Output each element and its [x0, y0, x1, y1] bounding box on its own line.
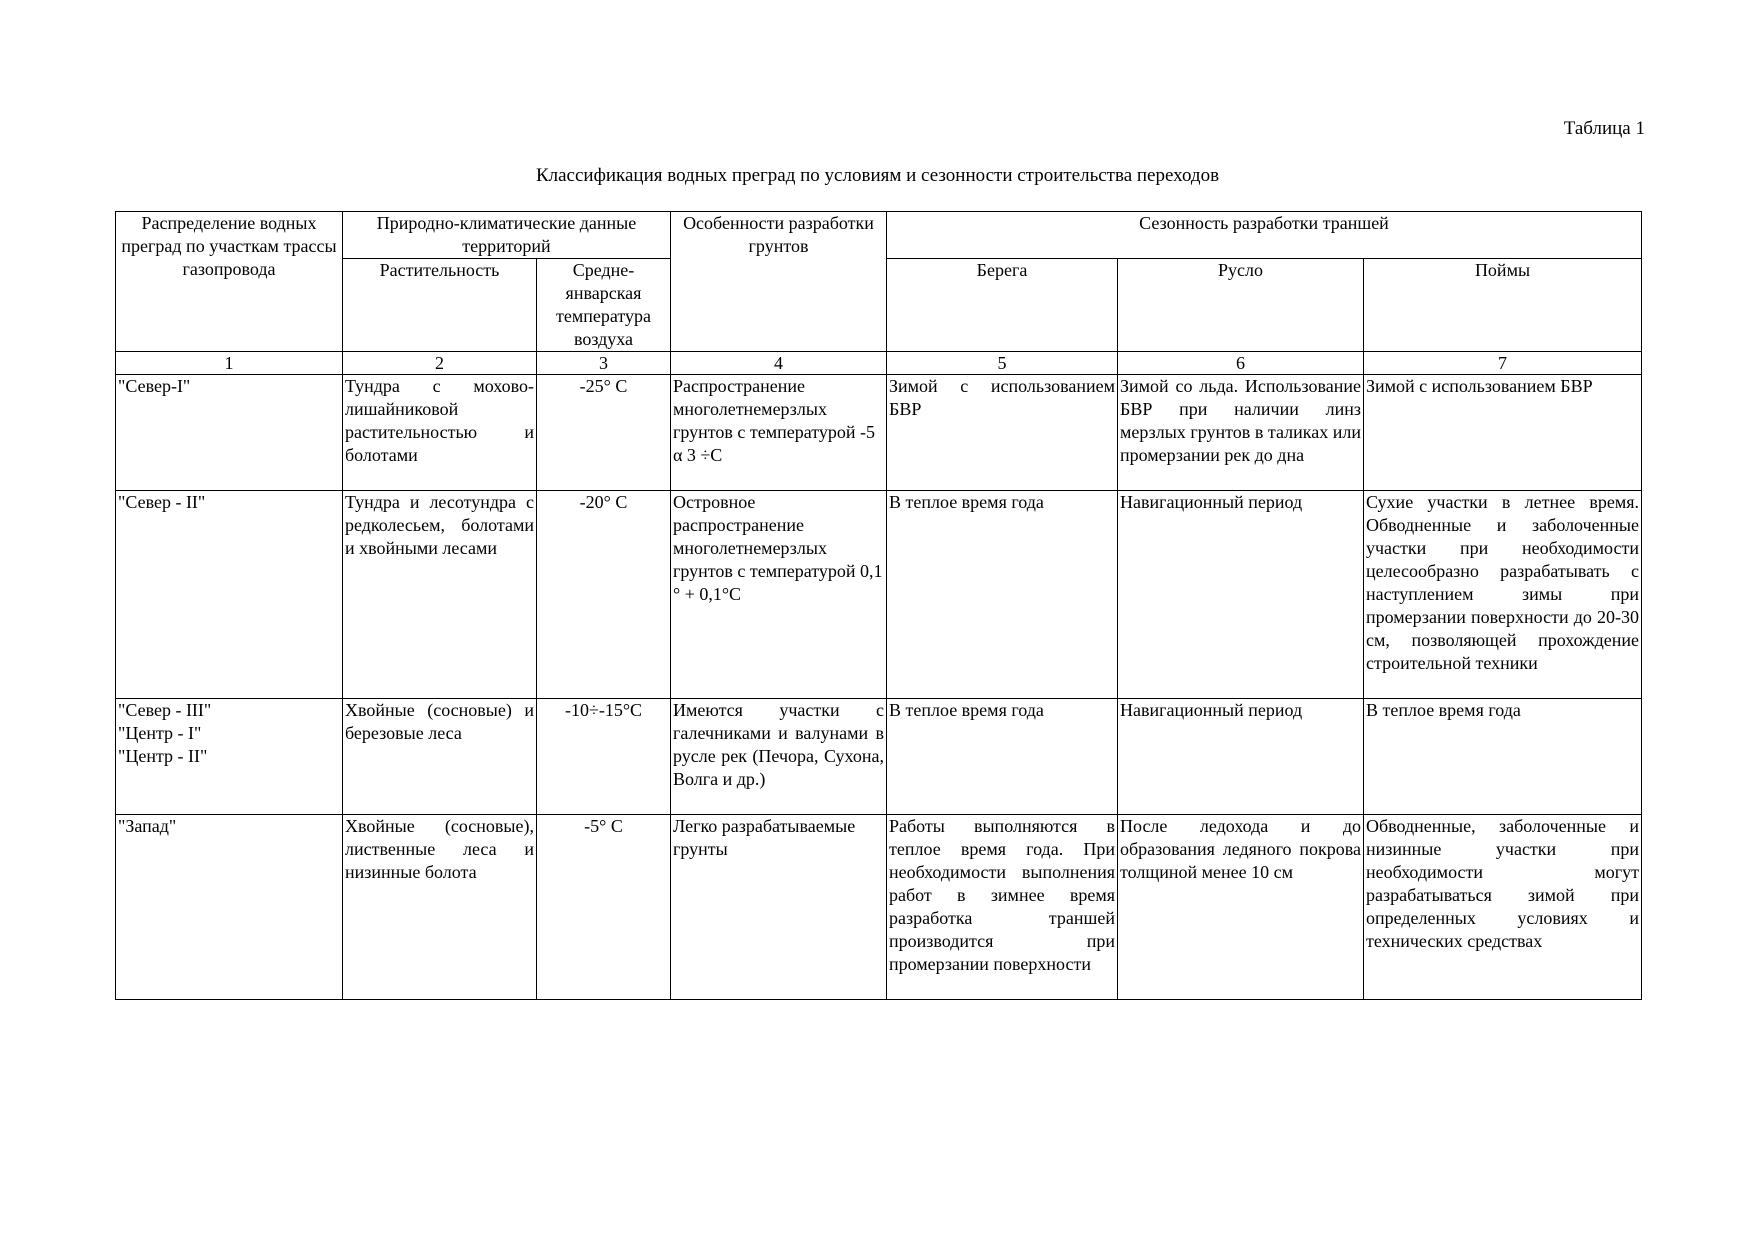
column-number: 3	[537, 352, 671, 375]
channel-cell: Навигационный период	[1118, 699, 1364, 815]
header-soil: Особенности разработки грунтов	[671, 212, 887, 352]
floodplain-cell: Обводненные, заболоченные и низинные участки при необходимости могут разрабатываться зимой при определенных условиях и технических средствах	[1364, 815, 1642, 1000]
soil-cell: Имеются участки с галечниками и валунами в русле рек (Печора, Сухона, Волга и др.)	[671, 699, 887, 815]
table-row	[116, 375, 1642, 491]
region-name: "Центр - II"	[118, 746, 208, 766]
vegetation-cell: Хвойные (сосновые), лиственные леса и низинные болота	[343, 815, 537, 1000]
column-number: 7	[1364, 352, 1642, 375]
region-name: "Север-I"	[118, 376, 191, 396]
region-cell	[116, 375, 343, 491]
header-channel: Русло	[1118, 259, 1364, 352]
column-number: 2	[343, 352, 537, 375]
header-banks: Берега	[887, 259, 1118, 352]
vegetation-cell: Хвойные (сосновые) и березовые леса	[343, 699, 537, 815]
header-floodplain: Поймы	[1364, 259, 1642, 352]
column-number: 1	[116, 352, 343, 375]
vegetation-cell: Тундра и лесотундра с редколесьем, болотами и хвойными лесами	[343, 491, 537, 699]
classification-table	[115, 211, 1642, 1000]
soil-cell: Легко разрабатываемые грунты	[671, 815, 887, 1000]
soil-cell: Островное распространение многолетнемерзлых грунтов с температурой 0,1 ° + 0,1°С	[671, 491, 887, 699]
column-number-row	[116, 352, 1642, 375]
header-temperature: Средне-январская температура воздуха	[537, 259, 671, 352]
banks-cell: В теплое время года	[887, 699, 1118, 815]
table-caption: Классификация водных преград по условиям и сезонности строительства переходов	[535, 165, 1220, 186]
temperature-cell: -5° С	[537, 815, 671, 1000]
floodplain-cell: В теплое время года	[1364, 699, 1642, 815]
column-number: 5	[887, 352, 1118, 375]
channel-cell: Навигационный период	[1118, 491, 1364, 699]
header-climate-group: Природно-климатические данные территорий	[343, 212, 671, 259]
region-name: "Север - III"	[118, 700, 212, 720]
header-region: Распределение водных преград по участкам трассы газопровода	[116, 212, 343, 352]
header-season-group: Сезонность разработки траншей	[887, 212, 1642, 259]
vegetation-cell: Тундра с мохово-лишайниковой растительностью и болотами	[343, 375, 537, 491]
channel-cell: Зимой со льда. Использование БВР при наличии линз мерзлых грунтов в таликах или промерзании рек до дна	[1118, 375, 1364, 491]
floodplain-cell: Зимой с использованием БВР	[1364, 375, 1642, 491]
temperature-cell: -25° С	[537, 375, 671, 491]
temperature-cell: -20° С	[537, 491, 671, 699]
column-number: 4	[671, 352, 887, 375]
temperature-cell: -10÷-15°С	[537, 699, 671, 815]
region-cell	[116, 815, 343, 1000]
banks-cell: Работы выполняются в теплое время года. При необходимости выполнения работ в зимнее время разработка траншей производится при промерзании поверхности	[887, 815, 1118, 1000]
channel-cell: После ледохода и до образования ледяного покрова толщиной менее 10 см	[1118, 815, 1364, 1000]
region-name: "Центр - I"	[118, 723, 202, 743]
floodplain-cell: Сухие участки в летнее время. Обводненные и заболоченные участки при необходимости целесообразно разрабатывать с наступлением зимы при промерзании поверхности до 20-30 см, позволяющей прохождение строительной техники	[1364, 491, 1642, 699]
banks-cell: В теплое время года	[887, 491, 1118, 699]
table-row	[116, 491, 1642, 699]
table-row	[116, 815, 1642, 1000]
header-vegetation: Растительность	[343, 259, 537, 352]
soil-cell: Распространение многолетнемерзлых грунтов с температурой -5 α 3 ÷С	[671, 375, 887, 491]
table-row	[116, 699, 1642, 815]
table-number: Таблица 1	[1563, 118, 1645, 139]
column-number: 6	[1118, 352, 1364, 375]
region-name: "Север - II"	[118, 492, 206, 512]
region-cell	[116, 491, 343, 699]
region-name: "Запад"	[118, 816, 177, 836]
banks-cell: Зимой с использованием БВР	[887, 375, 1118, 491]
region-cell	[116, 699, 343, 815]
